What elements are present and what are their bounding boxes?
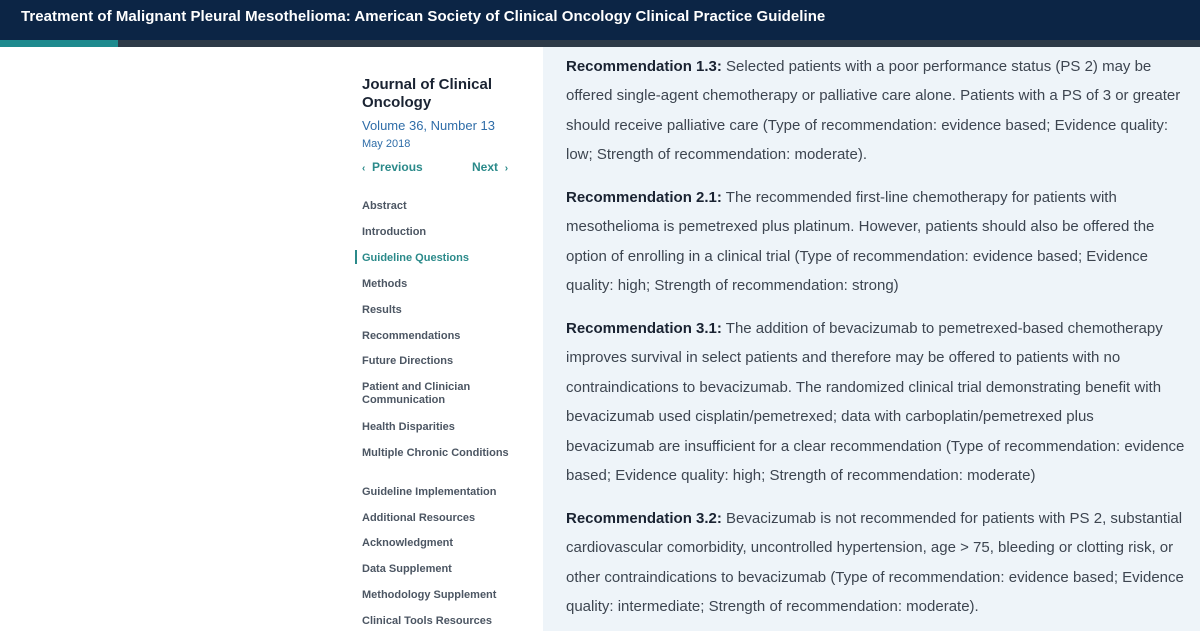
issue-date: May 2018: [362, 138, 411, 150]
recommendation-3-2: [566, 504, 1186, 622]
recommendation-text: The addition of bevacizumab to pemetrexed-based chemotherapy improves survival in select patients and therefore may be offered to patients with no contraindications to bevacizumab. The randomized clinical trial demonstrating benefit with bevacizumab used cisplatin/pemetrexed; data with carboplatin/pemetrexed plus bevacizumab are insufficient for a clear recommendation (Type of recommendation: evidence based; Evidence quality: high; Strength of recommendation: moderate): [566, 320, 1185, 485]
reading-progress-fill: [0, 40, 118, 47]
recommendation-text: The recommended first-line chemotherapy for patients with mesothelioma is pemetrexed plus platinum. However, patients should also be offered the option of enrolling in a clinical trial (Type of recommendation: evidence based; Evidence quality: high; Strength of recommendation: strong): [566, 189, 1155, 295]
toc-item-guideline-questions[interactable]: Guideline Questions: [362, 252, 469, 264]
toc-item-clinical-tools-resources[interactable]: Clinical Tools Resources: [362, 615, 493, 627]
journal-title[interactable]: Journal of Clinical Oncology: [362, 76, 493, 111]
toc-item-introduction[interactable]: Introduction: [362, 226, 427, 238]
article-title: Treatment of Malignant Pleural Mesothelioma: American Society of Clinical Oncology Clinical Practice Guideline: [21, 8, 826, 25]
journal-volume[interactable]: Volume 36, Number 13: [362, 118, 495, 133]
previous-article-link[interactable]: [362, 160, 423, 174]
toc-item-multiple-chronic-conditions[interactable]: Multiple Chronic Conditions: [362, 447, 509, 459]
toc-item-health-disparities[interactable]: Health Disparities: [362, 421, 455, 433]
toc-item-results[interactable]: Results: [362, 304, 402, 316]
toc-item-methods[interactable]: Methods: [362, 278, 408, 290]
toc-item-patient-clinician-communication[interactable]: Patient and Clinician Communication: [362, 381, 471, 406]
next-article-link[interactable]: [472, 160, 508, 174]
recommendation-label: Recommendation 3.1:: [566, 320, 722, 337]
reading-progress-bar: [0, 40, 1200, 47]
toc-item-data-supplement[interactable]: Data Supplement: [362, 563, 452, 575]
toc-item-acknowledgment[interactable]: Acknowledgment: [362, 537, 454, 549]
recommendation-1-3: [566, 52, 1186, 170]
recommendation-3-1: [566, 314, 1186, 490]
chevron-right-icon: ›: [504, 163, 509, 174]
toc-item-recommendations[interactable]: Recommendations: [362, 330, 461, 342]
toc-item-guideline-implementation[interactable]: Guideline Implementation: [362, 486, 497, 498]
toc-item-future-directions[interactable]: Future Directions: [362, 355, 454, 367]
header-bar: [0, 0, 1200, 40]
chevron-left-icon: ‹: [362, 163, 366, 174]
recommendation-text: Selected patients with a poor performance status (PS 2) may be offered single-agent chemotherapy or palliative care alone. Patients with a PS of 3 or greater should receive palliative care (Type of recommendation: evidence based; Evidence quality: low; Strength of recommendation: moderate).: [566, 58, 1181, 164]
recommendation-label: Recommendation 3.2:: [566, 510, 722, 527]
next-label: Next: [472, 160, 499, 174]
toc-item-additional-resources[interactable]: Additional Resources: [362, 512, 476, 524]
recommendation-2-1: [566, 183, 1186, 301]
previous-label: Previous: [372, 160, 423, 174]
recommendation-label: Recommendation 2.1:: [566, 189, 722, 206]
toc-item-methodology-supplement[interactable]: Methodology Supplement: [362, 589, 497, 601]
recommendation-text: Bevacizumab is not recommended for patients with PS 2, substantial cardiovascular comorbidity, uncontrolled hypertension, age > 75, bleeding or clotting risk, or other contraindications to bevacizumab (Type of recommendation: evidence based; Evidence quality: intermediate; Strength of recommendation: moderate).: [566, 510, 1184, 616]
toc-item-abstract[interactable]: Abstract: [362, 200, 407, 212]
recommendation-label: Recommendation 1.3:: [566, 58, 722, 75]
toc-active-marker: [355, 250, 357, 264]
